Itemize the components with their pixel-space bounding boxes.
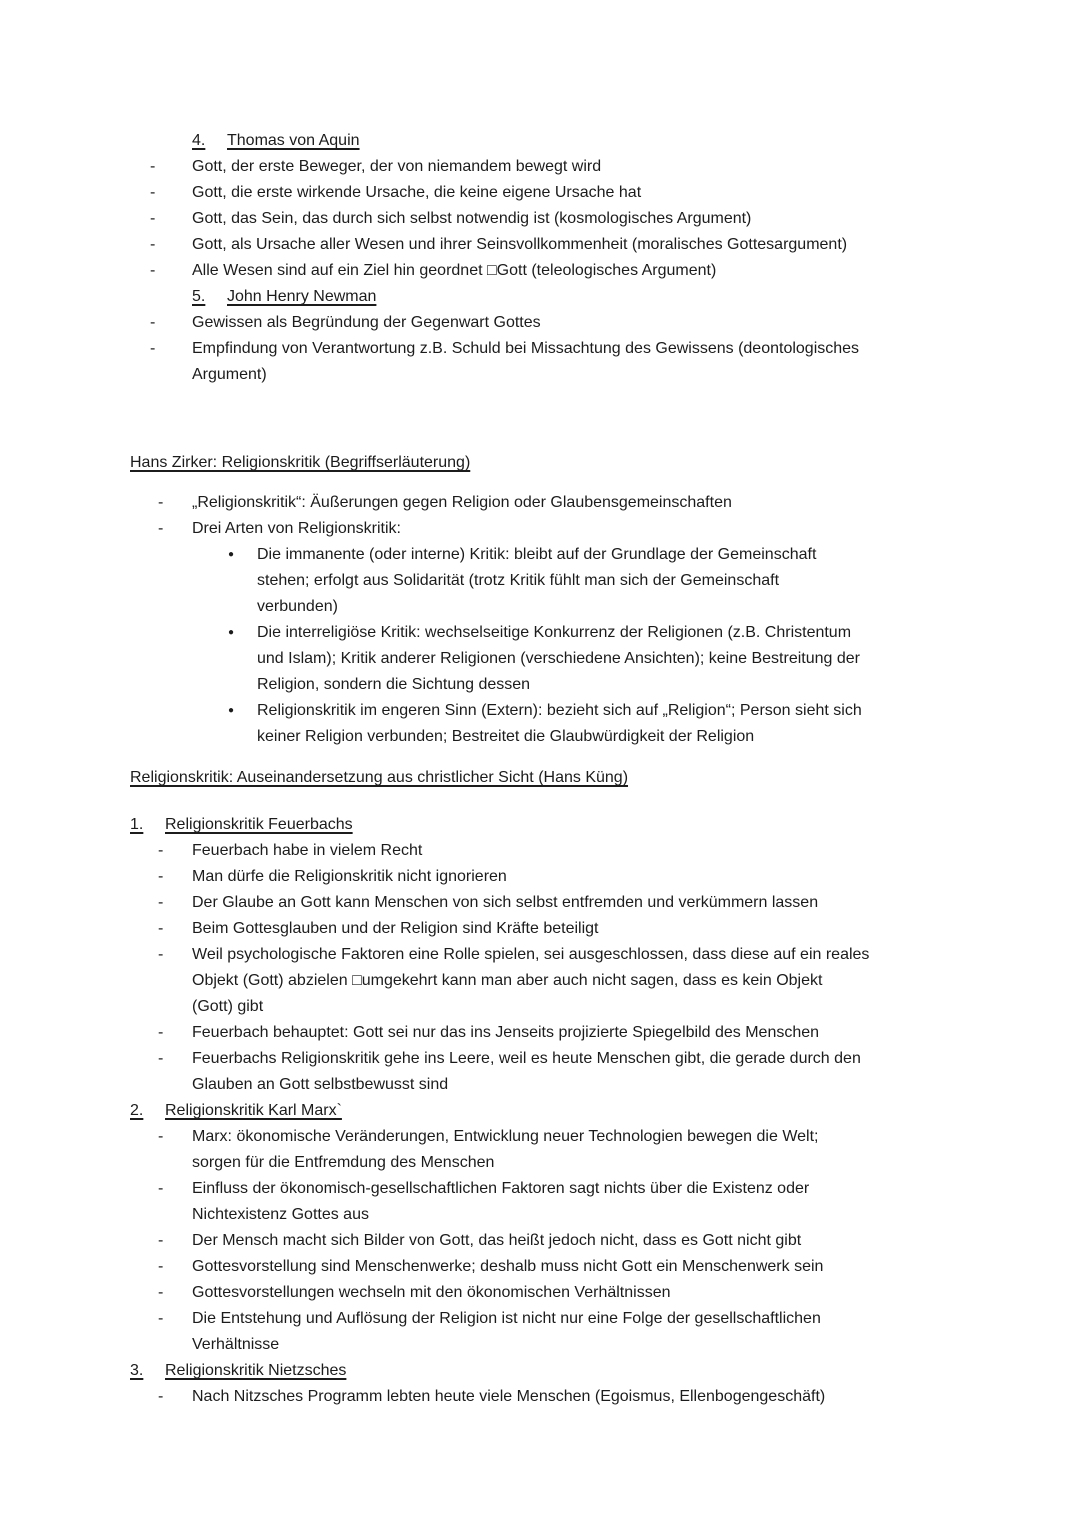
line-text: Nichtexistenz Gottes aus: [192, 1206, 369, 1223]
dash-marker: -: [158, 1284, 164, 1301]
line-text: Gott, der erste Beweger, der von niemandem bewegt wird: [192, 158, 602, 175]
dash-marker: -: [158, 920, 164, 937]
dash-marker: -: [158, 1232, 164, 1249]
dash-item: [130, 890, 990, 916]
dash-item: [130, 864, 990, 890]
line-text: Hans Zirker: Religionskritik (Begriffserläuterung): [130, 454, 471, 471]
line-text: verbunden): [257, 598, 338, 615]
dash-item: [130, 206, 990, 232]
continuation-line: [130, 1072, 990, 1098]
line-text: Religionskritik: Auseinandersetzung aus christlicher Sicht (Hans Küng): [130, 769, 629, 786]
bullet-marker: ●: [228, 627, 235, 638]
dash-marker: -: [158, 842, 164, 859]
line-text: keiner Religion verbunden; Bestreitet die Glaubwürdigkeit der Religion: [257, 728, 755, 745]
continuation-line: [130, 672, 990, 698]
dash-item: [130, 516, 990, 542]
dash-marker: -: [158, 1024, 164, 1041]
line-text: Empfindung von Verantwortung z.B. Schuld bei Missachtung des Gewissens (deontologisches: [192, 340, 860, 357]
dash-marker: -: [158, 1310, 164, 1327]
line-text: Marx: ökonomische Veränderungen, Entwicklung neuer Technologien bewegen die Welt;: [192, 1128, 819, 1145]
dash-item: [130, 336, 990, 362]
dash-item: [130, 232, 990, 258]
line-text: Feuerbachs Religionskritik gehe ins Leere, weil es heute Menschen gibt, die gerade durch den: [192, 1050, 861, 1067]
continuation-line: [130, 994, 990, 1020]
line-text: Religion, sondern die Sichtung dessen: [257, 676, 531, 693]
line-text: Objekt (Gott) abzielen □umgekehrt kann man aber auch nicht sagen, dass es kein Objekt: [192, 972, 823, 989]
dash-item: [130, 1176, 990, 1202]
dash-marker: -: [150, 314, 156, 331]
dash-marker: -: [150, 236, 156, 253]
dash-marker: -: [158, 520, 164, 537]
line-text: Gottesvorstellung sind Menschenwerke; deshalb muss nicht Gott ein Menschenwerk sein: [192, 1258, 824, 1275]
line-text: Die immanente (oder interne) Kritik: bleibt auf der Grundlage der Gemeinschaft: [257, 546, 817, 563]
dash-marker: -: [150, 184, 156, 201]
numbered-heading: [130, 284, 990, 310]
numbered-heading: [130, 128, 990, 154]
dash-marker: -: [158, 494, 164, 511]
numbered-heading: [130, 1358, 990, 1384]
line-text: Man dürfe die Religionskritik nicht ignorieren: [192, 868, 507, 885]
line-text: Religionskritik im engeren Sinn (Extern): bezieht sich auf „Religion“; Person sieht sich: [257, 702, 862, 719]
number-marker: 5.: [192, 288, 206, 305]
number-marker: 1.: [130, 816, 144, 833]
continuation-line: [130, 968, 990, 994]
dash-item: [130, 1306, 990, 1332]
line-text: (Gott) gibt: [192, 998, 264, 1015]
line-text: Religionskritik Karl Marx`: [165, 1102, 342, 1119]
numbered-heading: [130, 812, 990, 838]
spacer: [130, 750, 990, 765]
dash-marker: -: [158, 1388, 164, 1405]
dash-item: [130, 916, 990, 942]
line-text: Die Entstehung und Auflösung der Religion ist nicht nur eine Folge der gesellschaftlichen: [192, 1310, 821, 1327]
dash-marker: -: [158, 1050, 164, 1067]
line-text: Religionskritik Nietzsches: [165, 1362, 347, 1379]
line-text: Der Mensch macht sich Bilder von Gott, das heißt jedoch nicht, dass es Gott nicht gibt: [192, 1232, 802, 1249]
line-text: Die interreligiöse Kritik: wechselseitige Konkurrenz der Religionen (z.B. Christentum: [257, 624, 852, 641]
line-text: Gottesvorstellungen wechseln mit den ökonomischen Verhältnissen: [192, 1284, 671, 1301]
line-text: Gott, das Sein, das durch sich selbst notwendig ist (kosmologisches Argument): [192, 210, 752, 227]
continuation-line: [130, 362, 990, 388]
line-text: Beim Gottesglauben und der Religion sind Kräfte beteiligt: [192, 920, 599, 937]
line-text: Der Glaube an Gott kann Menschen von sich selbst entfremden und verkümmern lassen: [192, 894, 819, 911]
section-heading: [130, 765, 990, 791]
dash-item: [130, 1124, 990, 1150]
bullet-marker: ●: [228, 705, 235, 716]
line-text: Gott, als Ursache aller Wesen und ihrer Seinsvollkommenheit (moralisches Gottesargument): [192, 236, 848, 253]
line-text: Verhältnisse: [192, 1336, 280, 1353]
continuation-line: [130, 1150, 990, 1176]
continuation-line: [130, 594, 990, 620]
dash-marker: -: [158, 1180, 164, 1197]
spacer: [130, 476, 990, 490]
dash-marker: -: [158, 868, 164, 885]
line-text: John Henry Newman: [227, 288, 377, 305]
section-heading: [130, 450, 990, 476]
dash-marker: -: [150, 210, 156, 227]
line-text: Argument): [192, 366, 267, 383]
bullet-item: [130, 698, 990, 724]
line-text: Weil psychologische Faktoren eine Rolle spielen, sei ausgeschlossen, dass diese auf ein reales: [192, 946, 870, 963]
continuation-line: [130, 724, 990, 750]
line-text: Gott, die erste wirkende Ursache, die keine eigene Ursache hat: [192, 184, 642, 201]
dash-item: [130, 1384, 990, 1410]
spacer: [130, 791, 990, 812]
number-marker: 4.: [192, 132, 206, 149]
continuation-line: [130, 646, 990, 672]
dash-item: [130, 154, 990, 180]
dash-item: [130, 258, 990, 284]
bullet-item: [130, 620, 990, 646]
bullet-marker: ●: [228, 549, 235, 560]
spacer: [130, 388, 990, 450]
dash-item: [130, 942, 990, 968]
line-text: Drei Arten von Religionskritik:: [192, 520, 401, 537]
line-text: und Islam); Kritik anderer Religionen (verschiedene Ansichten); keine Bestreitung der: [257, 650, 860, 667]
line-text: Gewissen als Begründung der Gegenwart Gottes: [192, 314, 541, 331]
dash-item: [130, 490, 990, 516]
dash-marker: -: [158, 1128, 164, 1145]
dash-item: [130, 1020, 990, 1046]
line-text: Einfluss der ökonomisch-gesellschaftlichen Faktoren sagt nichts über die Existenz oder: [192, 1180, 810, 1197]
numbered-heading: [130, 1098, 990, 1124]
dash-item: [130, 310, 990, 336]
continuation-line: [130, 1332, 990, 1358]
dash-marker: -: [150, 158, 156, 175]
dash-item: [130, 1046, 990, 1072]
dash-item: [130, 1228, 990, 1254]
line-text: Feuerbach behauptet: Gott sei nur das ins Jenseits projizierte Spiegelbild des Menschen: [192, 1024, 820, 1041]
line-text: sorgen für die Entfremdung des Menschen: [192, 1154, 495, 1171]
line-text: Religionskritik Feuerbachs: [165, 816, 353, 833]
dash-item: [130, 180, 990, 206]
line-text: Nach Nitzsches Programm lebten heute viele Menschen (Egoismus, Ellenbogengeschäft): [192, 1388, 826, 1405]
line-text: stehen; erfolgt aus Solidarität (trotz Kritik fühlt man sich der Gemeinschaft: [257, 572, 780, 589]
dash-item: [130, 1254, 990, 1280]
dash-item: [130, 1280, 990, 1306]
number-marker: 2.: [130, 1102, 144, 1119]
dash-marker: -: [158, 894, 164, 911]
continuation-line: [130, 1202, 990, 1228]
dash-marker: -: [158, 1258, 164, 1275]
dash-item: [130, 838, 990, 864]
line-text: Feuerbach habe in vielem Recht: [192, 842, 423, 859]
number-marker: 3.: [130, 1362, 144, 1379]
bullet-item: [130, 542, 990, 568]
line-text: Thomas von Aquin: [227, 132, 360, 149]
continuation-line: [130, 568, 990, 594]
line-text: Glauben an Gott selbstbewusst sind: [192, 1076, 449, 1093]
dash-marker: -: [150, 340, 156, 357]
line-text: „Religionskritik“: Äußerungen gegen Religion oder Glaubensgemeinschaften: [192, 494, 732, 511]
dash-marker: -: [150, 262, 156, 279]
dash-marker: -: [158, 946, 164, 963]
line-text: Alle Wesen sind auf ein Ziel hin geordnet □Gott (teleologisches Argument): [192, 262, 717, 279]
